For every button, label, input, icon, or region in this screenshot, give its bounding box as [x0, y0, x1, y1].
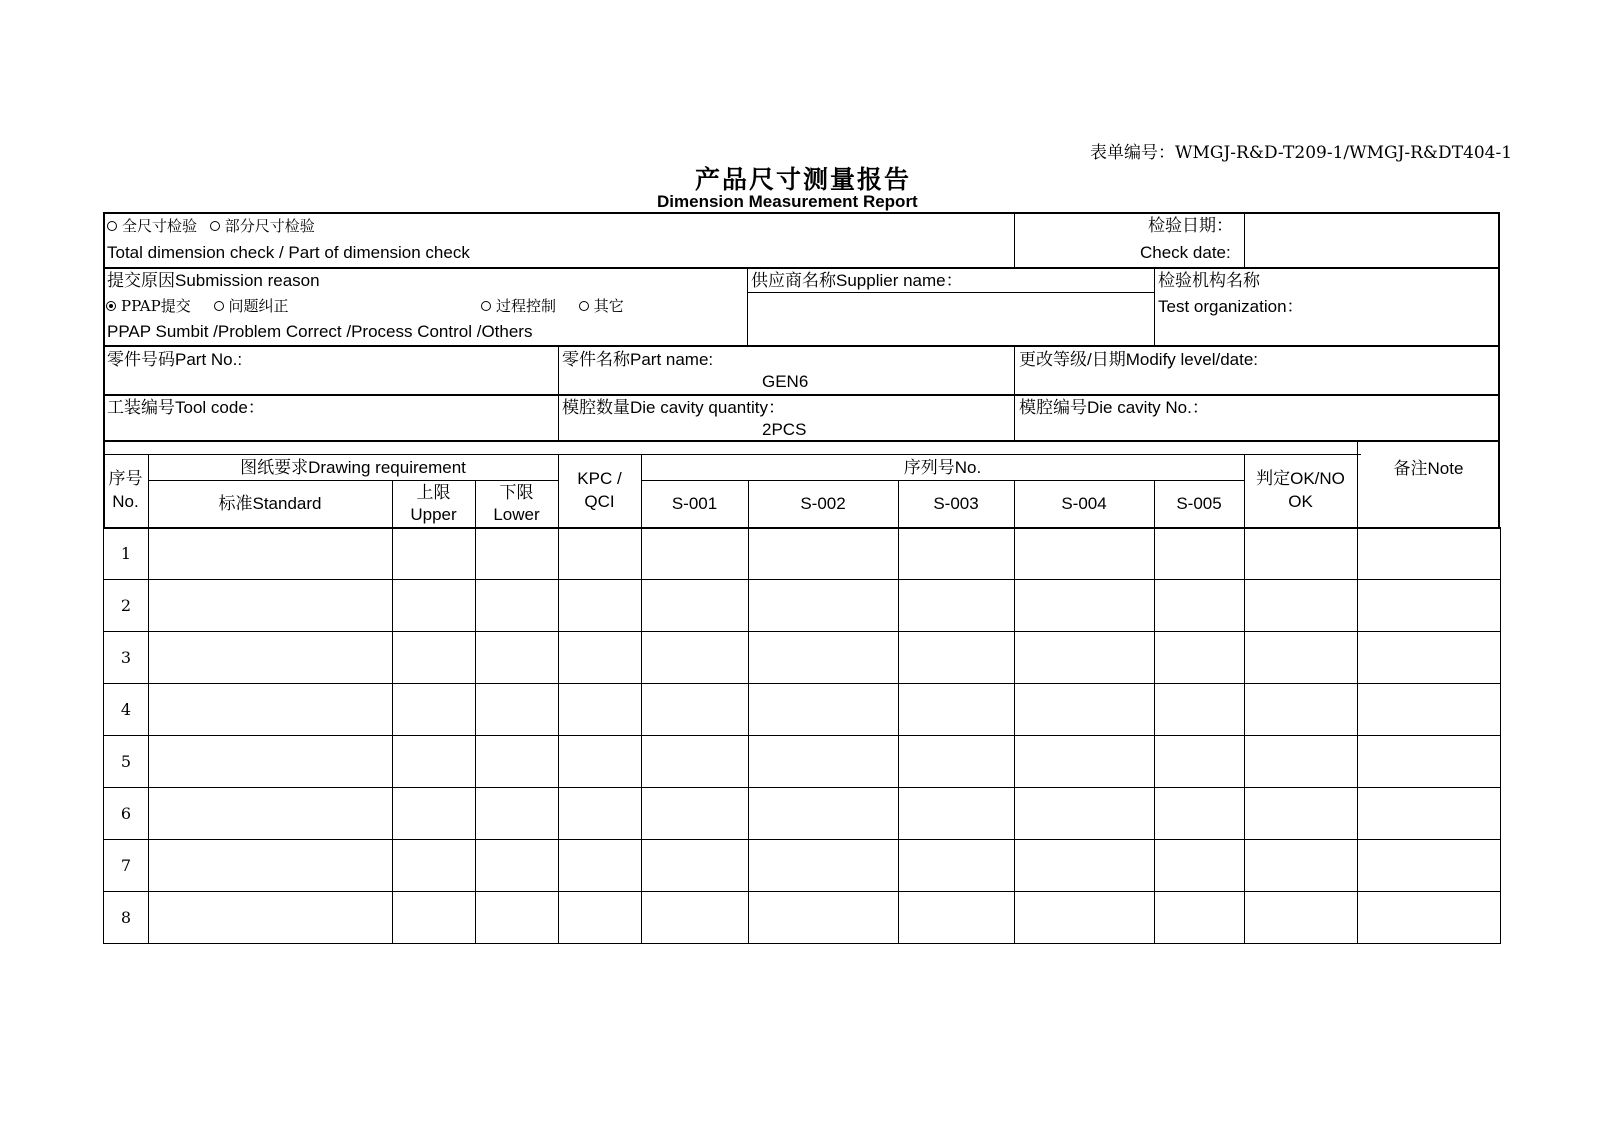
table-cell[interactable] [476, 580, 559, 632]
row-number: 4 [104, 684, 149, 736]
die-cavity-qty-value[interactable]: 2PCS [762, 420, 807, 439]
table-cell[interactable] [899, 632, 1015, 684]
divider [747, 292, 1154, 293]
divider [103, 345, 1500, 347]
radio-icon [579, 301, 589, 311]
tool-code-label: 工装编号Tool code： [107, 398, 265, 417]
table-cell[interactable] [1358, 892, 1501, 944]
table-cell[interactable] [149, 840, 393, 892]
col-serial-3: S-003 [933, 494, 979, 513]
table-cell[interactable] [1358, 736, 1501, 788]
table-cell[interactable] [476, 684, 559, 736]
die-cavity-qty-label: 模腔数量Die cavity quantity： [562, 398, 785, 417]
check-type-option-partial[interactable]: 部分尺寸检验 [210, 217, 315, 235]
table-cell[interactable] [476, 528, 559, 580]
table-cell[interactable] [1155, 632, 1245, 684]
table-cell[interactable] [476, 892, 559, 944]
table-cell[interactable] [899, 580, 1015, 632]
table-cell[interactable] [149, 580, 393, 632]
test-org-label-cn: 检验机构名称 [1158, 271, 1260, 291]
submission-option-problem[interactable]: 问题纠正 [214, 297, 289, 315]
table-cell[interactable] [1358, 684, 1501, 736]
divider [1014, 345, 1015, 442]
table-cell[interactable] [1358, 788, 1501, 840]
row-number: 3 [104, 632, 149, 684]
part-no-label: 零件号码Part No.: [107, 350, 243, 369]
table-row [104, 580, 1501, 632]
table-cell[interactable] [149, 736, 393, 788]
divider [103, 394, 1500, 396]
table-cell[interactable] [749, 632, 899, 684]
table-cell[interactable] [642, 528, 749, 580]
table-cell[interactable] [393, 840, 476, 892]
table-cell[interactable] [1155, 684, 1245, 736]
table-cell[interactable] [899, 840, 1015, 892]
table-cell[interactable] [1015, 528, 1155, 580]
table-cell[interactable] [749, 892, 899, 944]
measurement-table [103, 527, 1501, 944]
table-cell[interactable] [1155, 788, 1245, 840]
submission-options [106, 296, 289, 316]
divider [103, 267, 1500, 269]
col-upper-en: Upper [410, 505, 457, 524]
col-seq-en: No. [112, 492, 139, 511]
submission-reason-label: 提交原因Submission reason [107, 271, 320, 290]
table-cell[interactable] [749, 580, 899, 632]
col-serial-1: S-001 [671, 494, 718, 513]
submission-option-others[interactable]: 其它 [579, 297, 624, 315]
table-cell[interactable] [1155, 840, 1245, 892]
submission-options-2 [481, 296, 624, 316]
col-upper-cn: 上限 [416, 483, 451, 502]
table-cell[interactable] [476, 840, 559, 892]
part-name-label: 零件名称Part name: [562, 350, 714, 369]
table-cell[interactable] [393, 632, 476, 684]
table-cell[interactable] [642, 580, 749, 632]
table-cell[interactable] [393, 892, 476, 944]
table-cell[interactable] [1015, 632, 1155, 684]
table-cell[interactable] [149, 788, 393, 840]
col-lower-cn: 下限 [499, 483, 534, 502]
row-number: 7 [104, 840, 149, 892]
table-cell[interactable] [476, 788, 559, 840]
col-standard: 标准Standard [218, 494, 322, 513]
table-cell[interactable] [1245, 632, 1358, 684]
divider [1357, 442, 1358, 529]
page-title: 产品尺寸测量报告 [695, 165, 912, 194]
divider [558, 345, 559, 442]
table-cell[interactable] [1155, 528, 1245, 580]
radio-icon [481, 301, 491, 311]
table-cell[interactable] [149, 528, 393, 580]
table-cell[interactable] [642, 840, 749, 892]
table-cell[interactable] [559, 840, 642, 892]
table-cell[interactable] [559, 528, 642, 580]
divider [148, 480, 558, 481]
table-cell[interactable] [749, 788, 899, 840]
check-type-options [107, 216, 315, 236]
row-number: 2 [104, 580, 149, 632]
col-kpc-line2: QCI [584, 492, 615, 511]
table-cell[interactable] [393, 736, 476, 788]
table-cell[interactable] [1015, 788, 1155, 840]
table-cell[interactable] [559, 736, 642, 788]
radio-icon [214, 301, 224, 311]
col-serial-5: S-005 [1176, 494, 1222, 513]
table-cell[interactable] [1155, 580, 1245, 632]
table-cell[interactable] [642, 632, 749, 684]
table-row [104, 840, 1501, 892]
table-cell[interactable] [393, 528, 476, 580]
table-cell[interactable] [149, 892, 393, 944]
check-type-label-en: Total dimension check / Part of dimension check [107, 243, 470, 262]
supplier-name-label: 供应商名称Supplier name： [751, 271, 963, 290]
divider [1014, 212, 1015, 267]
table-cell[interactable] [749, 684, 899, 736]
test-org-label-en: Test organization： [1158, 297, 1304, 316]
table-cell[interactable] [642, 736, 749, 788]
col-drawing-requirement: 图纸要求Drawing requirement [240, 458, 466, 477]
modify-level-label: 更改等级/日期Modify level/date: [1019, 350, 1259, 369]
table-cell[interactable] [1245, 736, 1358, 788]
table-cell[interactable] [749, 528, 899, 580]
table-cell[interactable] [559, 632, 642, 684]
radio-icon [210, 221, 220, 231]
table-cell[interactable] [899, 788, 1015, 840]
table-cell[interactable] [1155, 892, 1245, 944]
col-seq-cn: 序号 [108, 469, 143, 488]
check-date-label-cn: 检验日期： [1148, 216, 1233, 236]
table-cell[interactable] [899, 736, 1015, 788]
divider [1244, 212, 1245, 267]
col-judge-line1: 判定OK/NO [1256, 469, 1345, 488]
table-cell[interactable] [476, 632, 559, 684]
submission-option-process[interactable]: 过程控制 [481, 297, 556, 315]
table-cell[interactable] [642, 684, 749, 736]
check-date-label-en: Check date: [1140, 243, 1231, 262]
table-cell[interactable] [899, 892, 1015, 944]
submission-option-ppap[interactable]: PPAP提交 [106, 297, 191, 315]
radio-icon [107, 221, 117, 231]
die-cavity-no-label: 模腔编号Die cavity No.： [1019, 398, 1209, 417]
table-cell[interactable] [1245, 684, 1358, 736]
table-cell[interactable] [749, 736, 899, 788]
row-number: 1 [104, 528, 149, 580]
table-cell[interactable] [1015, 580, 1155, 632]
table-row [104, 736, 1501, 788]
col-lower-en: Lower [493, 505, 540, 524]
row-number: 6 [104, 788, 149, 840]
table-cell[interactable] [1245, 528, 1358, 580]
table-cell[interactable] [476, 736, 559, 788]
table-cell[interactable] [1358, 528, 1501, 580]
table-cell[interactable] [559, 788, 642, 840]
table-cell[interactable] [1015, 736, 1155, 788]
table-cell[interactable] [393, 580, 476, 632]
table-cell[interactable] [1245, 840, 1358, 892]
col-serial-2: S-002 [800, 494, 846, 513]
table-cell[interactable] [393, 788, 476, 840]
table-row [104, 632, 1501, 684]
table-cell[interactable] [642, 892, 749, 944]
table-cell[interactable] [559, 892, 642, 944]
col-kpc-line1: KPC / [577, 469, 622, 488]
submission-label-en: PPAP Sumbit /Problem Correct /Process Control /Others [107, 322, 533, 341]
divider [1154, 267, 1155, 345]
table-cell[interactable] [393, 684, 476, 736]
table-row [104, 788, 1501, 840]
table-cell[interactable] [1155, 736, 1245, 788]
radio-selected-icon [106, 301, 116, 311]
table-cell[interactable] [1015, 840, 1155, 892]
table-cell[interactable] [899, 684, 1015, 736]
table-cell[interactable] [1015, 684, 1155, 736]
form-code: 表单编号：WMGJ-R&D-T209-1/WMGJ-R&DT404-1 [1090, 143, 1513, 163]
table-cell[interactable] [1358, 632, 1501, 684]
table-cell[interactable] [149, 632, 393, 684]
part-name-value[interactable]: GEN6 [762, 372, 809, 391]
table-cell[interactable] [1015, 892, 1155, 944]
col-serial-header: 序列号No. [903, 458, 982, 477]
divider [641, 480, 1244, 481]
table-cell[interactable] [1245, 788, 1358, 840]
table-cell[interactable] [642, 788, 749, 840]
table-cell[interactable] [149, 684, 393, 736]
divider [103, 454, 1361, 455]
row-number: 8 [104, 892, 149, 944]
table-cell[interactable] [1358, 840, 1501, 892]
divider [747, 267, 748, 345]
row-number: 5 [104, 736, 149, 788]
table-row [104, 892, 1501, 944]
col-note: 备注Note [1393, 459, 1464, 478]
page-subtitle: Dimension Measurement Report [657, 192, 918, 211]
table-cell[interactable] [899, 528, 1015, 580]
col-serial-4: S-004 [1061, 494, 1107, 513]
check-type-option-total[interactable]: 全尺寸检验 [107, 217, 197, 235]
table-cell[interactable] [749, 840, 899, 892]
col-judge-line2: OK [1288, 492, 1313, 511]
table-cell[interactable] [559, 580, 642, 632]
table-cell[interactable] [559, 684, 642, 736]
table-cell[interactable] [1358, 580, 1501, 632]
table-cell[interactable] [1245, 580, 1358, 632]
table-cell[interactable] [1245, 892, 1358, 944]
table-row [104, 684, 1501, 736]
table-row [104, 528, 1501, 580]
